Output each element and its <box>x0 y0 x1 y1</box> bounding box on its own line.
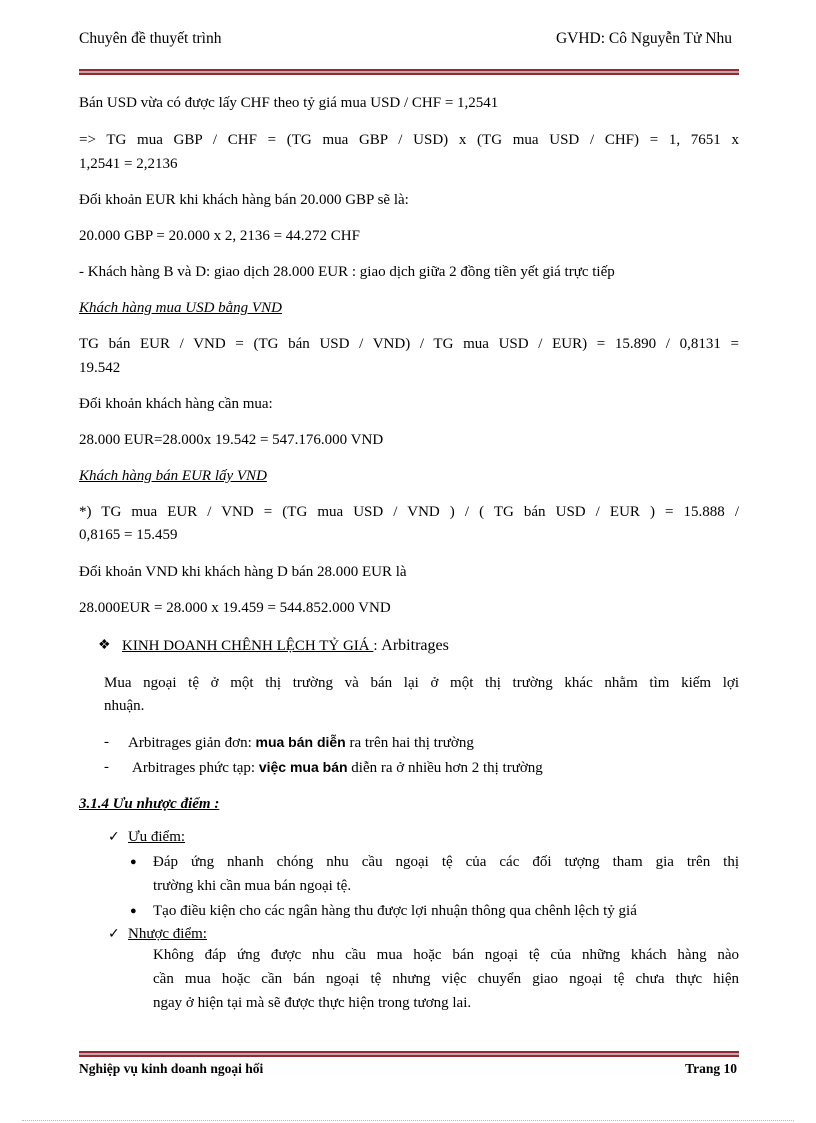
list-item-text: Arbitrages phức tạp: <box>132 760 259 776</box>
dash-bullet: - <box>104 734 109 750</box>
arbitrage-heading-underlined: KINH DOANH CHÊNH LỆCH TỶ GIÁ <box>122 638 374 654</box>
list-item-emphasis: mua bán diễn <box>255 734 346 750</box>
paragraph: TG bán EUR / VND = (TG bán USD / VND) / TG mua USD / EUR) = 15.890 / 0,8131 = <box>79 336 739 352</box>
paragraph: ngay ở hiện tại mà sẽ được thực hiện trong tương lai. <box>153 995 472 1011</box>
paragraph: 0,8165 = 15.459 <box>79 527 178 543</box>
list-item-text: ra trên hai thị trường <box>345 735 474 751</box>
arbitrage-heading-rest: Arbitrages <box>381 637 449 654</box>
list-item-text: Arbitrages giản đơn: <box>128 735 256 751</box>
diamond-bullet-icon: ❖ <box>98 638 111 653</box>
paragraph: Đối khoản EUR khi khách hàng bán 20.000 GBP sẽ là: <box>79 192 409 208</box>
checkmark-icon: ✓ <box>108 829 120 845</box>
paragraph: 28.000EUR = 28.000 x 19.459 = 544.852.000 VND <box>79 600 391 616</box>
subheading: Khách hàng bán EUR lấy VND <box>79 468 267 484</box>
paragraph: 20.000 GBP = 20.000 x 2, 2136 = 44.272 CHF <box>79 228 360 244</box>
footer-title: Nghiệp vụ kinh doanh ngoại hối <box>79 1061 264 1076</box>
header-title: Chuyên đề thuyết trình <box>79 30 222 47</box>
page-number: Trang 10 <box>685 1061 737 1076</box>
subheading: Khách hàng mua USD bằng VND <box>79 300 282 316</box>
paragraph: => TG mua GBP / CHF = (TG mua GBP / USD) x (TG mua USD / CHF) = 1, 7651 x <box>79 132 739 148</box>
dash-bullet: - <box>104 759 109 775</box>
list-item <box>132 759 543 777</box>
paragraph: Đối khoản VND khi khách hàng D bán 28.000 EUR là <box>79 564 407 580</box>
page-edge-divider <box>22 1120 794 1121</box>
paragraph: 1,2541 = 2,2136 <box>79 156 178 172</box>
paragraph: 19.542 <box>79 360 121 376</box>
arbitrage-heading-sep: : <box>373 638 382 654</box>
dot-bullet-icon: ● <box>130 905 137 917</box>
disadvantages-title: Nhược điểm: <box>128 926 207 942</box>
header-divider <box>79 69 739 75</box>
dot-bullet-icon: ● <box>130 856 137 868</box>
paragraph: cần mua hoặc cần bán ngoại tệ nhưng việc chuyển giao ngoại tệ chưa thực hiện <box>153 971 739 987</box>
paragraph: *) TG mua EUR / VND = (TG mua USD / VND ) / ( TG bán USD / EUR ) = 15.888 / <box>79 504 739 520</box>
paragraph: Tạo điều kiện cho các ngân hàng thu được lợi nhuận thông qua chênh lệch tỷ giá <box>153 903 637 919</box>
paragraph: Đáp ứng nhanh chóng nhu cầu ngoại tệ của các đối tượng tham gia trên thị <box>153 854 739 870</box>
paragraph: Mua ngoại tệ ở một thị trường và bán lại ở một thị trường khác nhằm tìm kiếm lợi <box>104 675 739 691</box>
paragraph: nhuận. <box>104 698 145 714</box>
checkmark-icon: ✓ <box>108 926 120 942</box>
paragraph: Bán USD vừa có được lấy CHF theo tỷ giá mua USD / CHF = 1,2541 <box>79 95 499 111</box>
section-title: 3.1.4 Ưu nhược điểm : <box>79 796 220 812</box>
paragraph: - Khách hàng B và D: giao dịch 28.000 EUR : giao dịch giữa 2 đồng tiền yết giá trực tiếp <box>79 264 615 280</box>
paragraph: 28.000 EUR=28.000x 19.542 = 547.176.000 VND <box>79 432 384 448</box>
paragraph: trường khi cần mua bán ngoại tệ. <box>153 878 352 894</box>
paragraph: Đối khoản khách hàng cần mua: <box>79 396 273 412</box>
list-item-text: diễn ra ở nhiều hơn 2 thị trường <box>347 760 543 776</box>
advantages-title: Ưu điểm: <box>128 829 186 845</box>
header-instructor: GVHD: Cô Nguyễn Tử Nhu <box>555 30 732 47</box>
paragraph: Không đáp ứng được nhu cầu mua hoặc bán ngoại tệ của những khách hàng nào <box>153 947 739 963</box>
footer-divider <box>79 1051 739 1057</box>
arbitrage-heading <box>122 637 449 655</box>
list-item-emphasis: việc mua bán <box>258 759 348 775</box>
list-item <box>128 734 474 752</box>
